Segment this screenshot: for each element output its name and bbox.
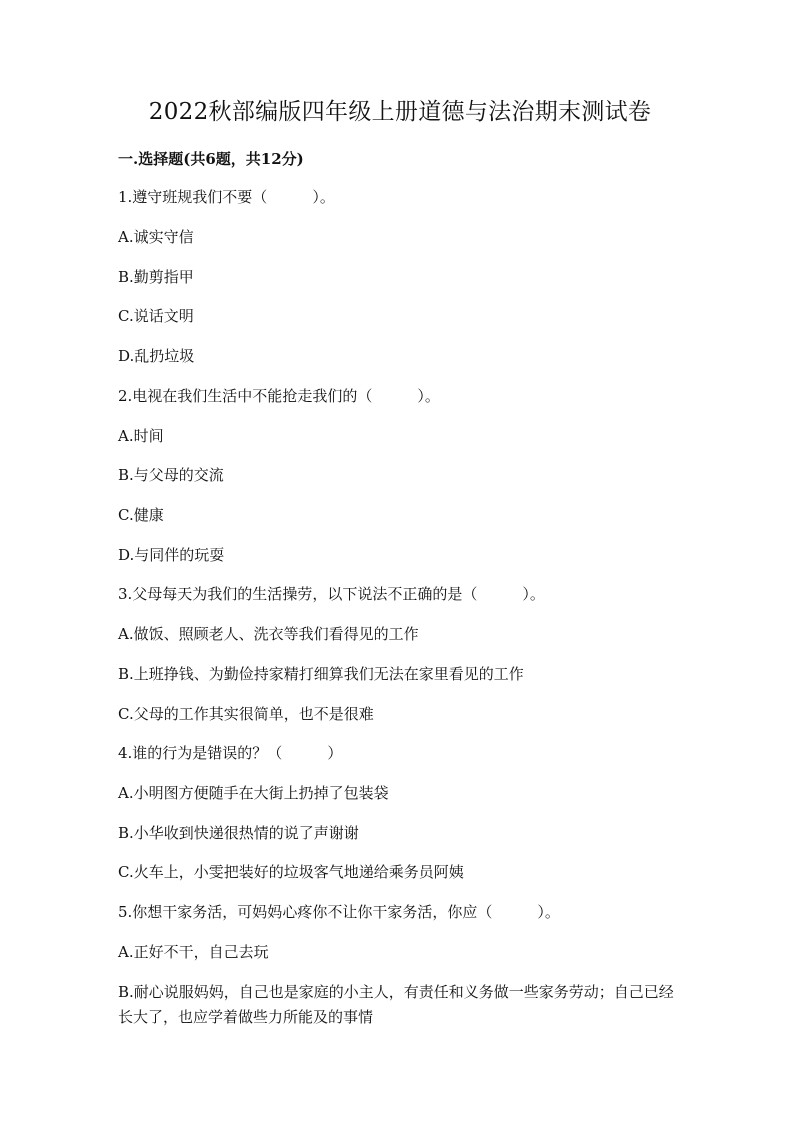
question-4-option-b: B.小华收到快递很热情的说了声谢谢: [118, 824, 359, 842]
section-heading: 一.选择题(共6题，共12分): [118, 150, 304, 168]
question-2-option-a: A.时间: [118, 427, 164, 445]
question-1-stem: 1.遵守班规我们不要（ ）。: [118, 188, 335, 206]
question-4-option-c: C.火车上，小雯把装好的垃圾客气地递给乘务员阿姨: [118, 863, 464, 881]
question-3-option-b: B.上班挣钱、为勤俭持家精打细算我们无法在家里看见的工作: [118, 665, 524, 683]
question-1-option-a: A.诚实守信: [118, 228, 194, 246]
question-2-option-d: D.与同伴的玩耍: [118, 546, 225, 564]
question-5-option-a: A.正好不干，自己去玩: [118, 943, 269, 961]
question-2-option-c: C.健康: [118, 506, 164, 524]
question-1-option-c: C.说话文明: [118, 307, 194, 325]
question-3-option-a: A.做饭、照顾老人、洗衣等我们看得见的工作: [118, 625, 419, 643]
page-title: 2022秋部编版四年级上册道德与法治期末测试卷: [148, 99, 652, 125]
question-4-stem: 4.谁的行为是错误的？（ ）: [118, 744, 343, 762]
question-2-option-b: B.与父母的交流: [118, 466, 224, 484]
question-2-stem: 2.电视在我们生活中不能抢走我们的（ ）。: [118, 387, 440, 405]
question-3-option-c: C.父母的工作其实很简单，也不是很难: [118, 705, 374, 723]
question-1-option-d: D.乱扔垃圾: [118, 347, 195, 365]
question-1-option-b: B.勤剪指甲: [118, 268, 194, 286]
question-5-stem: 5.你想干家务活，可妈妈心疼你不让你干家务活，你应（ ）。: [118, 903, 560, 921]
question-3-stem: 3.父母每天为我们的生活操劳，以下说法不正确的是（ ）。: [118, 585, 545, 603]
question-4-option-a: A.小明图方便随手在大街上扔掉了包装袋: [118, 784, 389, 802]
question-5-option-b: B.耐心说服妈妈，自己也是家庭的小主人，有责任和义务做一些家务劳动；自己已经长大了，也应学着做些力所能及的事情: [118, 983, 674, 1026]
